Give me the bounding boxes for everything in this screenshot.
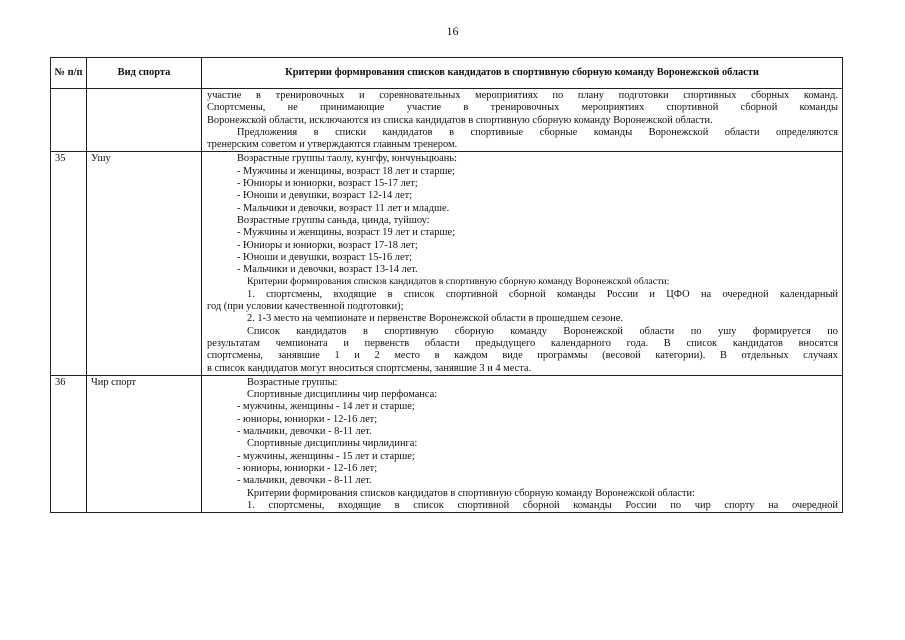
header-num: № п/п xyxy=(51,58,87,89)
sport-name: Чир спорт xyxy=(87,375,202,512)
text-line: - Юниоры и юниорки, возраст 17-18 лет; xyxy=(237,239,418,251)
text-line: Предложения в списки кандидатов в спортивные сборные команды Воронежской области определяются xyxy=(237,126,838,138)
text-line: - Юноши и девушки, возраст 15-16 лет; xyxy=(237,251,413,263)
text-line: Воронежской области, исключаются из списка кандидатов в спортивную сборную команду Воронежской области. xyxy=(207,114,713,126)
text-line: - юниоры, юниорки - 12-16 лет; xyxy=(237,462,378,474)
continuation-criteria-cell xyxy=(202,89,843,152)
row-number: 35 xyxy=(51,152,87,375)
text-line: год (при условии качественной подготовки); xyxy=(207,301,404,313)
text-line: участие в тренировочных и соревновательных мероприятиях по плану подготовки спортивных сборных команд. xyxy=(207,90,838,101)
criteria-table xyxy=(50,57,843,513)
text-line: - мужчины, женщины - 14 лет и старше; xyxy=(237,401,415,413)
text-line: - юниоры, юниорки - 12-16 лет; xyxy=(237,413,378,425)
criteria-cell xyxy=(202,152,843,375)
text-line: тренерским советом и утверждаются главным тренером. xyxy=(207,139,458,151)
text-line: - мальчики, девочки - 8-11 лет. xyxy=(237,426,372,438)
text-line: Возрастные группы таолу, кунгфу, юнчуньцюань: xyxy=(237,153,457,165)
text-line: Возрастные группы саньда, цинда, туйшоу: xyxy=(237,214,430,226)
text-line: - мужчины, женщины - 15 лет и старше; xyxy=(237,450,415,462)
text-line: - Мужчины и женщины, возраст 19 лет и старше; xyxy=(237,227,455,239)
text-line: в список кандидатов могут вноситься спортсмены, занявшие 3 и 4 места. xyxy=(207,362,532,374)
text-line: спортсмены, занявшие 1 и 2 место в каждом виде программы (весовой категории). В отдельных случаях xyxy=(207,350,838,362)
sport-name: Ушу xyxy=(87,152,202,375)
header-sport: Вид спорта xyxy=(87,58,202,89)
text-line: Спортсмены, не принимающие участие в тренировочных мероприятиях спортивной сборной команды xyxy=(207,102,838,114)
text-line: - Юноши и девушки, возраст 12-14 лет; xyxy=(237,190,413,202)
text-line: Критерии формирования списков кандидатов в спортивную сборную команду Воронежской области: xyxy=(247,276,670,288)
table-header-row xyxy=(51,58,843,89)
continuation-sport-cell xyxy=(87,89,202,152)
text-line: 2. 1-3 место на чемпионате и первенстве Воронежской области в прошедшем сезоне. xyxy=(247,313,623,325)
text-line: Спортивные дисциплины чирлидинга: xyxy=(247,438,418,450)
header-criteria: Критерии формирования списков кандидатов в спортивную сборную команду Воронежской области xyxy=(202,58,843,89)
text-line: 1. спортсмены, входящие в список спортивной сборной команды России и ЦФО на очередной календарный xyxy=(247,288,838,300)
text-line: Возрастные группы: xyxy=(247,376,338,388)
text-line: - Юниоры и юниорки, возраст 15-17 лет; xyxy=(237,178,418,190)
page-number: 16 xyxy=(446,24,459,38)
criteria-cell xyxy=(202,375,843,512)
continuation-num-cell xyxy=(51,89,87,152)
text-line: Критерии формирования списков кандидатов в спортивную сборную команду Воронежской области: xyxy=(247,487,695,499)
table-row xyxy=(51,152,843,375)
row-number: 36 xyxy=(51,375,87,512)
text-line: результатам чемпионата и первенств области предыдущего календарного года. В список кандидатов вносятся xyxy=(207,337,838,349)
text-line: 1. спортсмены, входящие в список спортивной сборной команды России по чир спорту на очередной xyxy=(247,499,838,511)
text-line: - Мальчики и девочки, возраст 11 лет и младше. xyxy=(237,202,450,214)
text-line: - Мужчины и женщины, возраст 18 лет и старше; xyxy=(237,165,455,177)
table-row-continuation xyxy=(51,89,843,152)
text-line: - мальчики, девочки - 8-11 лет. xyxy=(237,475,372,487)
table-row xyxy=(51,375,843,512)
text-line: Список кандидатов в спортивную сборную команду Воронежской области по ушу формируется по xyxy=(247,325,838,337)
text-line: Спортивные дисциплины чир перфоманса: xyxy=(247,389,438,401)
text-line: - Мальчики и девочки, возраст 13-14 лет. xyxy=(237,264,418,276)
